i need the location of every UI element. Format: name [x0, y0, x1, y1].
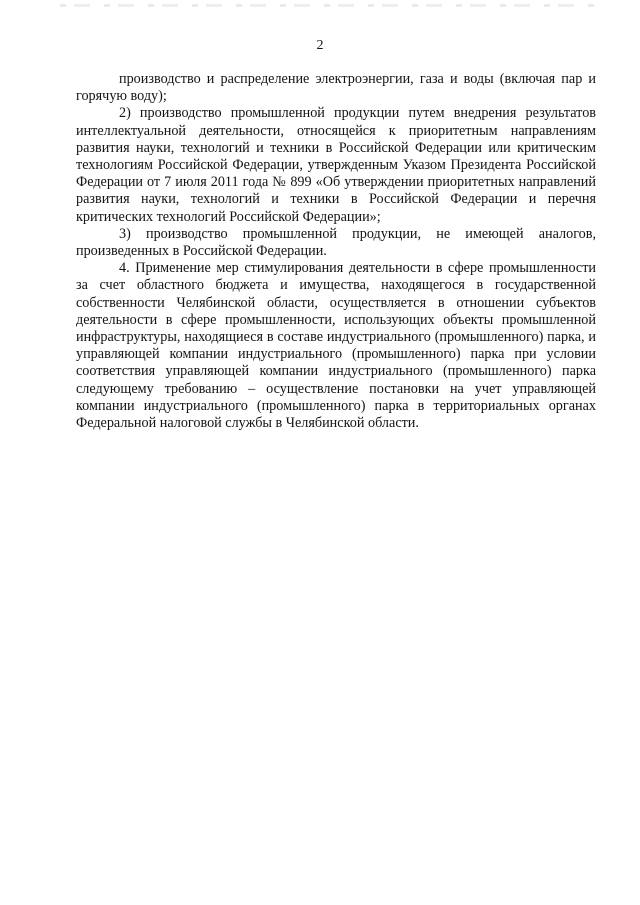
scan-artifact-top	[60, 4, 600, 7]
page-number: 2	[316, 38, 324, 53]
paragraph-item-3: 3) производство промышленной продукции, не имеющей аналогов, произведенных в Российской Федерации.	[76, 225, 596, 260]
paragraph-continuation: производство и распределение электроэнергии, газа и воды (включая пар и горячую воду);	[76, 71, 596, 105]
document-body	[76, 71, 596, 432]
paragraph-section-4: 4. Применение мер стимулирования деятельности в сфере промышленности за счет областного бюджета и имущества, находящегося в государственной собственности Челябинской области, осуществляется в отношении субъектов деятельности в сфере промышленности, использующих объекты промышленной инфраструктуры, находящиеся в составе индустриального (промышленного) парка, и управляющей компании индустриального (промышленного) парка при условии соответствия управляющей компании индустриального (промышленного) парка следующему требованию – осуществление постановки на учет управляющей компании индустриального (промышленного) парка в территориальных органах Федеральной налоговой службы в Челябинской области.	[76, 260, 596, 432]
paragraph-item-2: 2) производство промышленной продукции путем внедрения результатов интеллектуальной деятельности, относящейся к приоритетным направлениям развития науки, технологий и техники в Российской Федерации или критическим технологиям Российской Федерации, утвержденным Указом Президента Российской Федерации от 7 июля 2011 года № 899 «Об утверждении приоритетных направлений развития науки, технологий и техники в Российской Федерации и перечня критических технологий Российской Федерации»;	[76, 105, 596, 225]
